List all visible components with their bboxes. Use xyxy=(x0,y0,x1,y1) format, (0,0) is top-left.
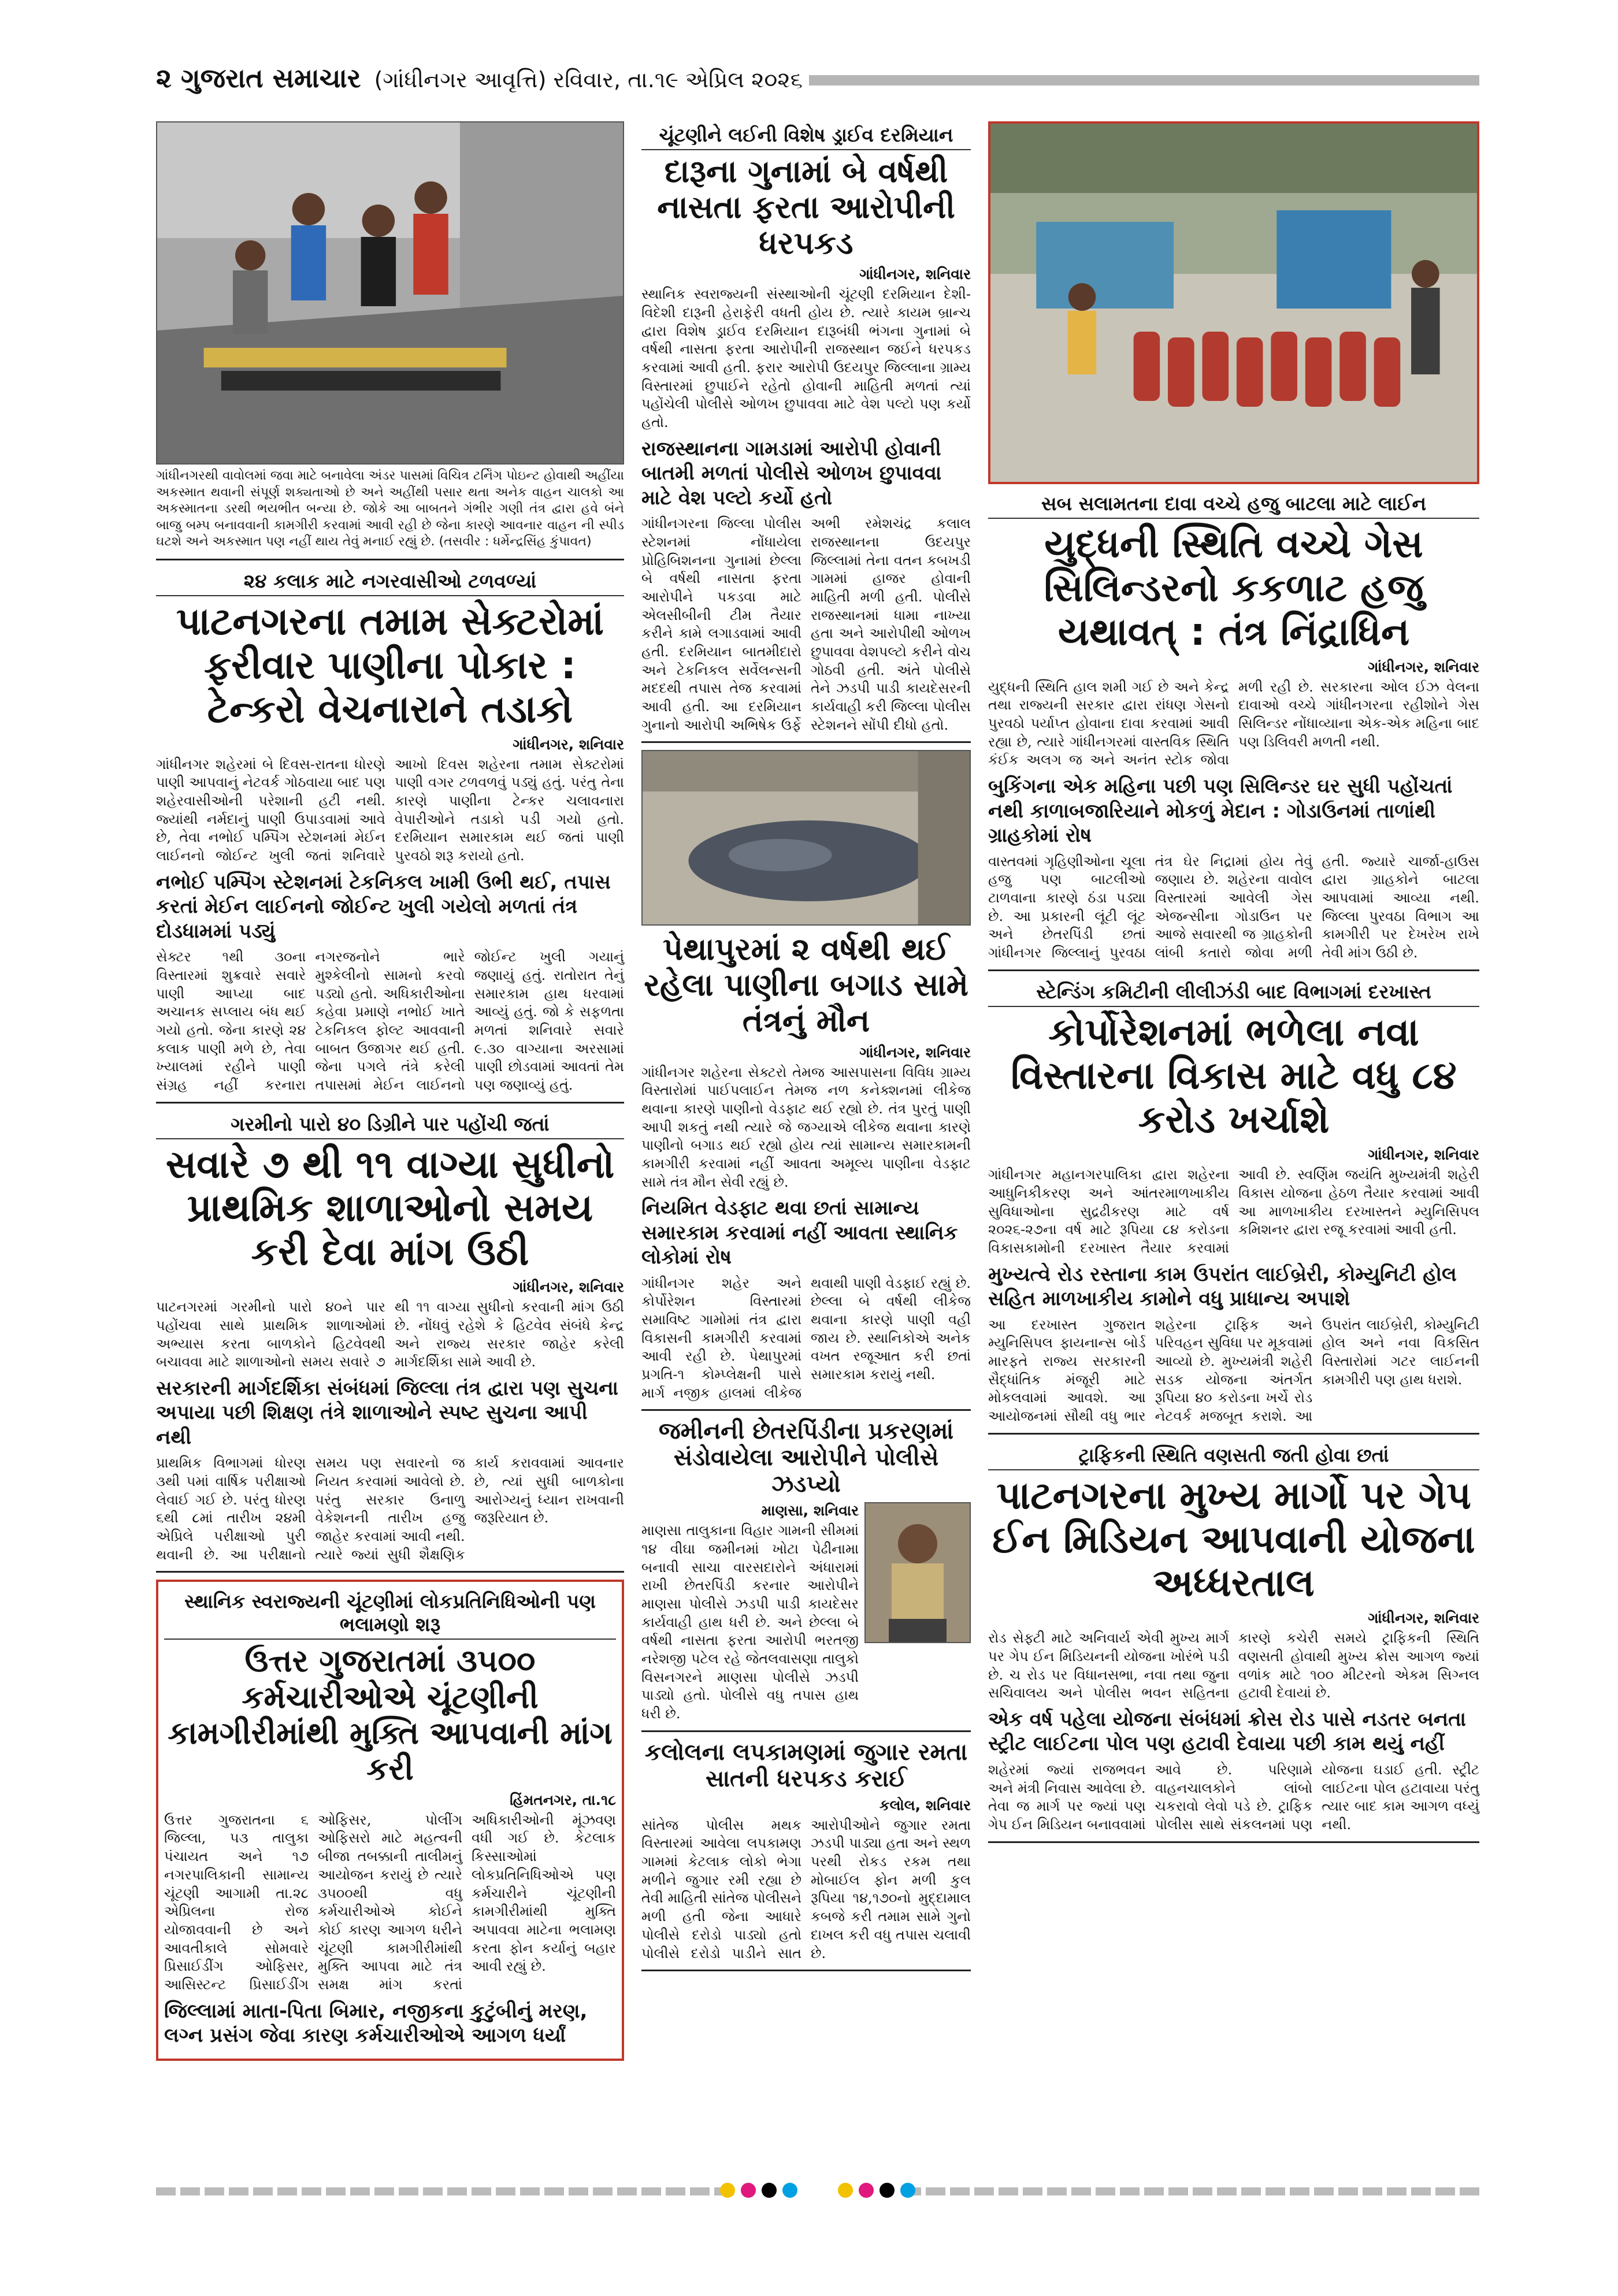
edition-dateline: (ગાંધીનગર આવૃત્તિ) રવિવાર, તા.૧૯ એપ્રિલ ૨૦૨૬ xyxy=(374,67,803,92)
subheadline: એક વર્ષ પહેલા યોજના સંબંધમાં ક્રોસ રોડ પાસે નડતર બનતા સ્ટ્રીટ લાઈટના પોલ પણ હટાવી દેવાયા પછી કામ થયું નહીં xyxy=(988,1707,1466,1756)
article-body-continued: આ દરખાસ્ત ગુજરાત મ્યુનિસિપલ ફાયનાન્સ બોર્ડ મારફતે રાજ્ય સરકારની સૈદ્ધાંતિક મંજૂરી માટે મોકલવામાં આવશે. આ આયોજનમાં સૌથી વધુ ભાર શહેરના ટ્રાફિક અને પરિવહન સુવિધા પર મૂકવામાં આવ્યો છે. મુખ્યમંત્રી શહેરી સડક યોજના અંતર્ગત રૂપિયા ૪૦ કરોડના ખર્ચે રોડ નેટવર્ક મજબૂત કરાશે. આ ઉપરાંત લાઈબ્રેરી, કોમ્યુનિટી હોલ અને નવા વિકસિત વિસ્તારોમાં ગટર લાઈનની કામગીરી પણ હાથ ધરાશે. xyxy=(988,1316,1479,1424)
article-water-shortage xyxy=(156,567,624,1104)
article-body-continued: ગાંધીનગર શહેર અને કોર્પોરેશન વિસ્તારમાં સમાવિષ્ટ ગામોમાં તંત્ર દ્વારા વિકાસની કામગીરી કરવામાં આવી રહી છે. પેથાપુરમાં પ્રગતિ-૧ કોમ્પ્લેક્ષની પાસે માર્ગ નજીક હાલમાં લીકેજ થવાથી પાણી વેડફાઈ રહ્યું છે. છેલ્લા બે વર્ષથી લીકેજ થવાના કારણે પાણી વહી જાય છે. સ્થાનિકોએ અનેક વખત રજૂઆત કરી છતાં સમારકામ કરાયું નથી. xyxy=(641,1275,971,1401)
headline: પાટનગરના તમામ સેક્ટરોમાં ફરીવાર પાણીના પોકાર : ટેન્કરો વેચનારાને તડાકો xyxy=(176,599,604,731)
registration-dot xyxy=(720,2183,735,2198)
subheadline: રાજસ્થાનના ગામડામાં આરોપી હોવાની બાતમી મળતાં પોલીસે ઓળખ છુપાવવા માટે વેશ પલ્ટો કર્યો હતો xyxy=(641,437,942,510)
article-body-continued: સેક્ટર ૧થી ૩૦ના વિસ્તારમાં શુક્રવારે સવારે પાણી આપ્યા બાદ અચાનક સપ્લાય બંધ થઈ ગયો હતો. જેના કારણે ૨૪ કલાક પાણી મળે છે, તેવા ખ્યાલમાં રહીને પાણી સંગ્રહ નહીં કરનારા નગરજનોને ભારે મુશ્કેલીનો સામનો કરવો પડ્યો હતો. અધિકારીઓના કહેવા પ્રમાણે નભોઈ ખાતે ટેકનિકલ ફોલ્ટ આવવાની બાબત ઉજાગર થઈ હતી. જેના પગલે તંત્રે કરેલી તપાસમાં મેઈન લાઈનનો જોઈન્ટ ખુલી ગયાનું જણાયું હતું. રાતોરાત તેનું સમારકામ હાથ ધરવામાં આવ્યું હતું. જો કે સફળતા મળતાં શનિવારે સવારે ૯.૩૦ વાગ્યાના અરસામાં પાણી છોડવામાં આવતાં તેમ પણ જણાવ્યું હતું. xyxy=(156,949,624,1093)
article-election-exemption xyxy=(156,1580,624,2060)
subheadline: નિયમિત વેડફાટ થવા છતાં સામાન્ય સમારકામ કરવામાં નહીં આવતા સ્થાનિક લોકોમાં રોષ xyxy=(641,1197,958,1269)
dateline: હિંમતનગર, તા.૧૮ xyxy=(510,1791,616,1808)
article-body: યુદ્ધની સ્થિતિ હાલ શમી ગઈ છે અને કેન્દ્ર તથા રાજ્યની સરકાર દ્વારા રાંધણ ગેસનો પુરવઠો પર્યાપ્ત હોવાના દાવા કરવામાં આવી રહ્યા છે, ત્યારે ગાંધીનગરમાં વાસ્તવિક સ્થિતિ કંઈક અલગ જ અને અનંત સ્ટોક જોવા મળી રહી છે. સરકારના ઓલ ઈઝ વેલના દાવાઓ વચ્ચે ગાંધીનગરના રહીશોને ગેસ સિલિન્ડર નોંધાવ્યાના એક-એક મહિના બાદ પણ ડિલિવરી મળતી નથી. xyxy=(988,678,1479,768)
article-body: પાટનગરમાં ગરમીનો પારો ૪૦ને પાર પહોંચવા સાથે પ્રાથમિક શાળાઓમાં અભ્યાસ કરતા બાળકોને હિટવેવથી બચાવવા માટે શાળાઓનો સમય સવારે ૭ થી ૧૧ વાગ્યા સુધીનો કરવાની માંગ ઉઠી છે. નોંધવું રહેશે કે હિટવેવ સંબંધે કેન્દ્ર અને રાજ્ય સરકાર જાહેર કરેલી માર્ગદર્શિકા સામે આવી છે. xyxy=(156,1299,624,1370)
dateline: ગાંધીનગર, શનિવાર xyxy=(859,266,971,283)
water-leak-photo xyxy=(641,750,971,926)
article-gas-cylinder xyxy=(988,490,1479,971)
subheadline: બુકિંગના એક મહિના પછી પણ સિલિન્ડર ઘર સુધી પહોંચતાં નથી કાળાબજારિયાને મોકળું મેદાન : ગોડાઉનમાં તાળાંથી ગ્રાહકોમાં રોષ xyxy=(988,775,1453,848)
registration-dot xyxy=(782,2183,797,2198)
registration-marks xyxy=(720,2183,915,2198)
headline: પેથાપુરમાં ૨ વર્ષથી થઈ રહેલા પાણીના બગાડ સામે તંત્રનું મૌન xyxy=(644,931,968,1039)
registration-dot xyxy=(879,2183,895,2198)
headline: પાટનગરના મુખ્ય માર્ગો પર ગેપ ઈન મિડિયન આપવાની યોજના અધ્ધરતાલ xyxy=(992,1473,1475,1606)
page-footer xyxy=(156,2183,1479,2200)
header-bar xyxy=(809,75,1479,86)
kicker: સ્ટેન્ડિંગ કમિટીની લીલીઝંડી બાદ વિભાગમાં દરખાસ્ત xyxy=(988,978,1479,1007)
article-school-timing xyxy=(156,1110,624,1573)
subheadline: સરકારની માર્ગદર્શિકા સંબંધમાં જિલ્લા તંત્ર દ્વારા પણ સુચના અપાયા પછી શિક્ષણ તંત્રે શાળાઓને સ્પષ્ટ સુચના આપી નથી xyxy=(156,1376,618,1449)
column-middle xyxy=(641,121,971,2175)
column-left xyxy=(156,121,624,2175)
article-body: ગાંધીનગર મહાનગરપાલિકા દ્વારા શહેરના આધુનિકીકરણ અને આંતરમાળખાકીય સુવિધાઓના સુદ્રઢીકરણ માટે વર્ષ ૨૦૨૬-૨૭ના વર્ષ માટે રૂપિયા ૮૪ કરોડના વિકાસકામોની દરખાસ્ત તૈયાર કરવામાં આવી છે. સ્વર્ણિમ જયંતિ મુખ્યમંત્રી શહેરી વિકાસ યોજના હેઠળ તૈયાર કરવામાં આવી આ માળખાકીય દરખાસ્તને મ્યુનિસિપલ કમિશનર દ્વારા રજૂ કરવામાં આવી હતી. xyxy=(988,1166,1479,1256)
article-underpass xyxy=(156,121,624,560)
workers-image xyxy=(157,122,623,463)
photo-caption: ગાંધીનગરથી વાવોલમાં જવા માટે બનાવેલા અંડર પાસમાં વિચિત્ર ટર્નિંગ પોઇન્ટ હોવાથી અહીંયા અકસ્માત થવાની સંપૂર્ણ શક્યતાઓ છે અને અહીંથી પસાર થતા અનેક વાહન ચાલકો આ અકસ્માતના ડરથી ભયભીત બન્યા છે. જોકે આ બાબતને ગંભીર ગણી તંત્ર દ્વારા હવે બંને બાજુ બમ્પ બનાવવાની કામગીરી કરવામાં આવી રહી છે જેના કારણે આવનાર વાહન ની સ્પીડ ઘટશે અને અકસ્માત પણ નહીં થાય તેવું મનાઈ રહ્યું છે. (તસવીર : ધર્મેન્દ્રસિંહ કુંપાવત) xyxy=(156,469,624,549)
kicker: ૨૪ કલાક માટે નગરવાસીઓ ટળવળ્યાં xyxy=(156,567,624,596)
gas-queue-photo xyxy=(988,121,1479,484)
underpass-photo xyxy=(156,121,624,465)
kicker: ગરમીનો પારો ૪૦ ડિગ્રીને પાર પહોંચી જતાં xyxy=(156,1110,624,1139)
kicker: ચૂંટણીને લઈની વિશેષ ડ્રાઈવ દરમિયાન xyxy=(641,121,971,150)
article-liquor-arrest xyxy=(641,121,971,743)
article-body-continued: પ્રાથમિક વિભાગમાં ધોરણ ૩થી ૫માં વાર્ષિક પરીક્ષાઓ લેવાઈ ગઈ છે. પરંતુ ધોરણ ૬થી ૮માં તારીખ ૨૪મી એપ્રિલે પરીક્ષાઓ પુરી થવાની છે. આ પરીક્ષાનો સમય પણ સવારનો જ નિયત કરવામાં આવેલો છે. પરંતુ સરકાર ઉનાળુ વેકેશનની તારીખ હજુ જાહેર કરવામાં આવી નથી. ત્યારે જ્યાં સુધી શૈક્ષણિક કાર્ય કરાવવામાં આવનાર છે, ત્યાં સુધી બાળકોના આરોગ્યનું ધ્યાન રાખવાની જરૂરિયાત છે. xyxy=(156,1455,624,1563)
footer-bar-right xyxy=(901,2187,1479,2195)
accused-portrait-image xyxy=(866,1503,970,1642)
page-header xyxy=(156,62,1479,99)
article-body: ઉત્તર ગુજરાતના ૬ જિલ્લા, ૫૩ તાલુકા પંચાયત અને ૧૭ નગરપાલિકાની સામાન્ય ચૂંટણી આગામી તા.૨૮ એપ્રિલના રોજ યોજાવવાની છે અને આવતીકાલે સોમવારે પ્રિસાઈડીંગ ઓફિસર, આસિસ્ટન્ટ પ્રિસાઈડીંગ ઓફિસર, પોલીંગ ઓફિસરો માટે મહત્વની બીજા તબક્કાની તાલીમનું આયોજન કરાયું છે ત્યારે ૩૫૦૦થી વધુ કર્મચારીઓએ કોઈને કોઈ કારણ આગળ ધરીને ચૂંટણી કામગીરીમાંથી મુક્તિ આપવા માટે તંત્ર સમક્ષ માંગ કરતાં અધિકારીઓની મૂંઝવણ વધી ગઈ છે. કેટલાક કિસ્સાઓમાં લોકપ્રતિનિધિઓએ પણ કર્મચારીને ચૂંટણીની કામગીરીમાંથી મુક્તિ અપાવવા માટેના ભલામણ કરતા ફોન કર્યાનું બહાર આવી રહ્યું છે. xyxy=(164,1811,616,1993)
article-body: સ્થાનિક સ્વરાજ્યની સંસ્થાઓની ચૂંટણી દરમિયાન દેશી-વિદેશી દારૂની હેરાફેરી વધતી હોય છે. ત્યારે કાયમ બ્રાન્ચ દ્વારા વિશેષ ડ્રાઈવ દરમિયાન દારૂબંધી ભંગના ગુનામાં બે વર્ષથી નાસતા ફરતા આરોપીની રાજસ્થાન જઈને ધરપકડ કરવામાં આવી હતી. ફરાર આરોપી ઉદયપુર જિલ્લાના ગ્રામ્ય વિસ્તારમાં છુપાઈને રહેતો હોવાની માહિતી મળતાં ત્યાં પહોંચેલી પોલીસે ઓળખ છુપાવવા માટે વેશ પલ્ટો પણ કર્યો હતો. xyxy=(641,286,971,430)
registration-dot xyxy=(762,2183,777,2198)
kicker: સ્થાનિક સ્વરાજ્યની ચૂંટણીમાં લોકપ્રતિનિધિઓની પણ ભલામણો શરૂ xyxy=(164,1588,616,1640)
puddle-image xyxy=(643,751,970,924)
article-pethapur-water xyxy=(641,931,971,1411)
headline: ઉત્તર ગુજરાતમાં ૩૫૦૦ કર્મચારીઓએ ચૂંટણીની કામગીરીમાંથી મુક્તિ આપવાની માંગ કરી xyxy=(168,1643,613,1787)
dateline: ગાંધીનગર, શનિવાર xyxy=(513,1279,624,1296)
dateline: કલોલ, શનિવાર xyxy=(879,1796,971,1814)
dateline: ગાંધીનગર, શનિવાર xyxy=(1368,1610,1479,1627)
accused-photo xyxy=(864,1502,971,1643)
article-gambling xyxy=(641,1739,971,1971)
article-body-continued: શહેરમાં જ્યાં રાજભવન અને મંત્રી નિવાસ આવેલા છે. તેવા જ માર્ગ પર જ્યાં પણ ગેપ ઈન મિડિયન બનાવવામાં આવે છે. પરિણામે વાહનચાલકોને લાંબો ચકરાવો લેવો પડે છે. ટ્રાફિક પોલીસ સાથે સંકલનમાં પણ યોજના ઘડાઈ હતી. સ્ટ્રીટ લાઈટના પોલ હટાવાયા પરંતુ ત્યાર બાદ કામ આગળ વધ્યું નથી. xyxy=(988,1761,1479,1833)
headline: યુદ્ધની સ્થિતિ વચ્ચે ગેસ સિલિન્ડરનો કકળાટ હજુ યથાવત્ : તંત્ર નિંદ્રાધિન xyxy=(1044,522,1424,654)
subheadline: નભોઈ પમ્પિંગ સ્ટેશનમાં ટેકનિકલ ખામી ઉભી થઈ, તપાસ કરતાં મેઈન લાઈનનો જોઈન્ટ ખુલી ગયેલો મળતાં તંત્ર દોડધામમાં પડ્યું xyxy=(156,870,611,943)
headline: કોર્પોરેશનમાં ભળેલા નવા વિસ્તારના વિકાસ માટે વધુ ૮૪ કરોડ ખર્ચાશે xyxy=(1011,1009,1457,1142)
footer-bar-left xyxy=(156,2187,734,2195)
registration-dot xyxy=(859,2183,874,2198)
article-land-fraud xyxy=(641,1418,971,1732)
dateline: ગાંધીનગર, શનિવાર xyxy=(1368,658,1479,675)
newspaper-logo: ૨ ગુજરાત સમાચાર xyxy=(156,62,361,94)
gas-cylinders-image xyxy=(990,124,1477,482)
registration-dot xyxy=(741,2183,756,2198)
article-body: સાંતેજ પોલીસ મથક વિસ્તારમાં આવેલા લપકામણ ગામમાં કેટલાક લોકો ભેગા મળીને જુગાર રમી રહ્યા છે તેવી માહિતી સાંતેજ પોલીસને મળી હતી જેના આધારે પોલીસે દરોડો પાડ્યો હતો પોલીસે દરોડો પાડીને સાત આરોપીઓને જુગાર રમતા ઝડપી પાડ્યા હતા અને સ્થળ પરથી રોકડ રકમ તથા મોબાઈલ ફોન મળી કુલ રૂપિયા ૧૪,૧૭૦નો મુદ્દામાલ કબજે કરી તમામ સામે ગુનો દાખલ કરી વધુ તપાસ ચલાવી છે. xyxy=(641,1816,971,1961)
dateline: ગાંધીનગર, શનિવાર xyxy=(859,1043,971,1061)
headline: દારૂના ગુનામાં બે વર્ષથી નાસતા ફરતા આરોપીની ધરપકડ xyxy=(657,153,955,262)
headline: સવારે ૭ થી ૧૧ વાગ્યા સુધીનો પ્રાથમિક શાળાઓનો સમય કરી દેવા માંગ ઉઠી xyxy=(165,1142,615,1275)
kicker: સબ સલામતના દાવા વચ્ચે હજુ બાટલા માટે લાઈન xyxy=(988,490,1479,519)
subheadline: જિલ્લામાં માતા-પિતા બિમાર, નજીકના કુટુંબીનું મરણ, લગ્ન પ્રસંગ જેવા કારણ કર્મચારીઓએ આગળ ધર્યાં xyxy=(164,1999,588,2048)
dateline: ગાંધીનગર, શનિવાર xyxy=(513,735,624,753)
article-body: માણસા તાલુકાના વિહાર ગામની સીમમાં ૧૪ વીઘા જમીનમાં ખોટા પેઢીનામા બનાવી સાચા વારસદારોને અંધારામાં રાખી છેતરપિંડી કરનાર આરોપીને માણસા પોલીસે ઝડપી પાડી કાયદેસર કાર્યવાહી હાથ ધરી છે. અને છેલ્લા બે વર્ષથી નાસતા ફરતા આરોપી ભરતજી નરેશજી પટેલ રહે જેતલવાસણા તાલુકો વિસનગરને માણસા પોલીસે ઝડપી પાડ્યો હતો. પોલીસે વધુ તપાસ હાથ ધરી છે. xyxy=(641,1522,859,1722)
article-corporation-development xyxy=(988,978,1479,1435)
article-body-continued: વાસ્તવમાં ગૃહિણીઓના ચૂલા હજુ પણ બાટલીઓ ટાળવાના કારણે ઠંડા પડ્યા છે. આ પ્રકારની લૂંટી લૂંટ અને છેતરપિંડી છતાં ગાંધીનગર જિલ્લાનું પુરવઠા તંત્ર ઘેર નિદ્રામાં હોય તેવું જણાય છે. શહેરના વાવોલ વિસ્તારમાં આવેલી ગેસ એજન્સીના ગોડાઉન પર આજે સવારથી જ ગ્રાહકોની લાંબી કતારો જોવા મળી હતી. જ્યારે ચાર્જા-હાઉસ દ્વારા ગ્રાહકોને બાટલા આપવામાં આવ્યા નથી. જિલ્લા પુરવઠા વિભાગ આ કામગીરી પર દેખરેખ રાખે તેવી માંગ ઉઠી છે. xyxy=(988,853,1479,961)
article-body-continued: ગાંધીનગરના જિલ્લા પોલીસ સ્ટેશનમાં નોંધાયેલા પ્રોહિબિશનના ગુનામાં છેલ્લા બે વર્ષથી નાસતા ફરતા આરોપીને પકડવા માટે એલસીબીની ટીમ તૈયાર કરીને કામે લગાડવામાં આવી હતી. દરમિયાન બાતમીદારો અને ટેકનિકલ સર્વેલન્સની મદદથી તપાસ તેજ કરવામાં આવી હતી. આ દરમિયાન ગુનાનો આરોપી અભિષેક ઉર્ફે અભી રમેશચંદ્ર કલાલ રાજસ્થાનના ઉદયપુર જિલ્લામાં તેના વતન કબખડી ગામમાં હાજર હોવાની માહિતી મળી હતી. પોલીસે રાજસ્થાનમાં ધામા નાખ્યા હતા અને આરોપીથી ઓળખ છુપાવવા વેશપલ્ટો કરીને વોચ ગોઠવી હતી. અંતે પોલીસે તેને ઝડપી પાડી કાયદેસરની કાર્યવાહી કરી જિલ્લા પોલીસ સ્ટેશનને સોંપી દીધો હતો. xyxy=(641,515,971,733)
headline: કલોલના લપકામણમાં જુગાર રમતા સાતની ધરપકડ કરાઈ xyxy=(644,1738,968,1792)
article-body: ગાંધીનગર શહેરમાં બે દિવસ-રાતના ધોરણે પાણી આપવાનું નેટવર્ક ગોઠવાયા બાદ પણ શહેરવાસીઓની પરેશાની હટી નથી. જ્યાંથી નર્મદાનું પાણી ઉપાડવામાં આવે છે, તેવા નભોઈ પમ્પિંગ સ્ટેશનમાં મેઈન લાઈનનો જોઈન્ટ ખુલી જતાં શનિવારે આખો દિવસ શહેરના તમામ સેક્ટરોમાં પાણી વગર ટળવળવું પડ્યું હતું. પરંતુ તેના કારણે પાણીના ટેન્કર ચલાવનારા વેપારીઓને તડાકો પડી ગયો હતો. દરમિયાન સમારકામ થઈ જતાં પાણી પુરવઠો શરૂ કરાયો હતો. xyxy=(156,756,624,864)
headline: જમીનની છેતરપિંડીના પ્રકરણમાં સંડોવાયેલા આરોપીને પોલીસે ઝડપ્યો xyxy=(658,1418,954,1498)
column-right xyxy=(988,121,1479,2175)
article-body: રોડ સેફ્ટી માટે અનિવાર્ય એવી મુખ્ય માર્ગ પર ગેપ ઈન મિડિયનની યોજના ખોરંભે પડી છે. ચ રોડ પર વિધાનસભા, નવા તથા જુના સચિવાલય અને પોલીસ ભવન સહિતના કારણે કચેરી સમયે ટ્રાફિકની સ્થિતિ વણસતી હોવાથી મુખ્ય ક્રોસ આગળ જ્યાં વળાંક માટે ૧૦૦ મીટરનો એકમ સિગ્નલ હટાવી દેવાયાં છે. xyxy=(988,1630,1479,1701)
registration-dot xyxy=(838,2183,853,2198)
subheadline: મુખ્યત્વે રોડ રસ્તાના કામ ઉપરાંત લાઈબ્રેરી, કોમ્યુનિટી હોલ સહિત માળખાકીય કામોને વધુ પ્રાધાન્ય અપાશે xyxy=(988,1262,1457,1311)
kicker: ટ્રાફિકની સ્થિતિ વણસતી જતી હોવા છતાં xyxy=(988,1441,1479,1470)
dateline: માણસા, શનિવાર xyxy=(761,1502,859,1519)
article-body: ગાંધીનગર શહેરના સેક્ટરો તેમજ આસપાસના વિવિધ ગ્રામ્ય વિસ્તારોમાં પાઈપલાઈન તેમજ નળ કનેક્શનમાં લીકેજ થવાના કારણે પાણીનો વેડફાટ થઈ રહ્યો છે. તંત્ર પુરતું પાણી આપી શકતું નથી ત્યારે જે જગ્યાએ લીકેજ થવાના કારણે પાણીનો બગાડ થઈ રહ્યો હોય ત્યાં સામાન્ય સમારકામની કામગીરી કરવામાં નહીં આવતા અમૂલ્ય પાણીના વેડફાટ સામે તંત્ર મૌન સેવી રહ્યું છે. xyxy=(641,1064,971,1190)
dateline: ગાંધીનગર, શનિવાર xyxy=(1368,1146,1479,1164)
article-median-gap xyxy=(988,1441,1479,1843)
registration-dot xyxy=(900,2183,915,2198)
